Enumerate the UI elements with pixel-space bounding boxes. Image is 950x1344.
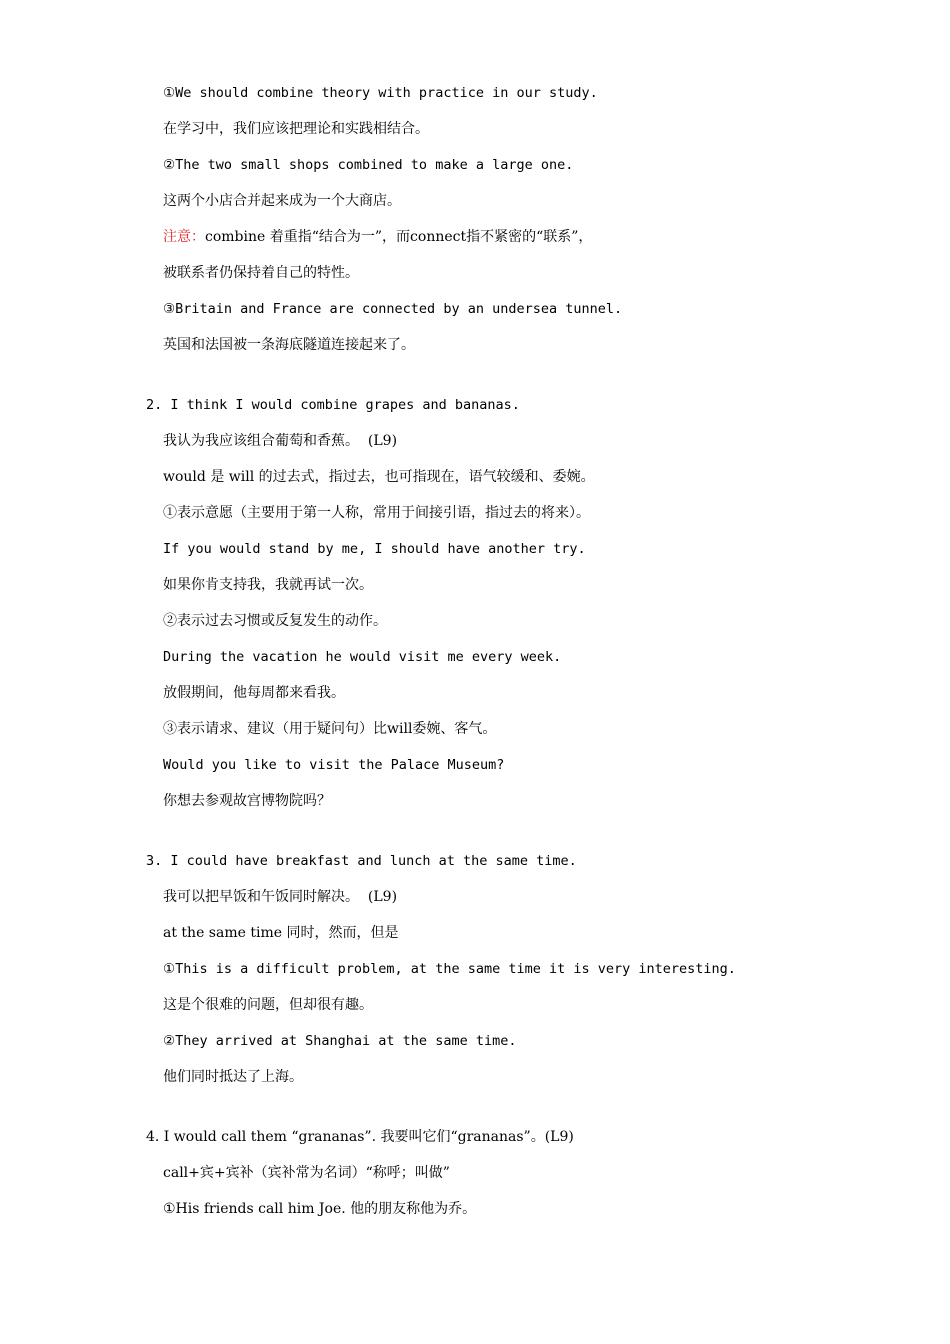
item-heading: 3. I could have breakfast and lunch at the same time. xyxy=(146,853,577,869)
example-sentence: ①His friends call him Joe. 他的朋友称他为乔。 xyxy=(163,1201,477,1217)
translation-line: 如果你肯支持我，我就再试一次。 xyxy=(163,577,373,593)
translation-line: 我认为我应该组合葡萄和香蕉。 (L9) xyxy=(163,433,398,449)
translation-line: 英国和法国被一条海底隧道连接起来了。 xyxy=(163,337,415,353)
item-heading: 4. I would call them “grananas”. 我要叫它们“grananas”。(L9) xyxy=(146,1129,574,1145)
usage-point: ②表示过去习惯或反复发生的动作。 xyxy=(163,613,387,629)
example-sentence: Would you like to visit the Palace Museum? xyxy=(163,757,505,773)
example-sentence: ①This is a difficult problem, at the same time it is very interesting. xyxy=(163,961,736,977)
example-sentence: During the vacation he would visit me every week. xyxy=(163,649,562,665)
example-sentence: ②The two small shops combined to make a large one. xyxy=(163,157,574,173)
explanation-line: would 是 will 的过去式，指过去，也可指现在，语气较缓和、委婉。 xyxy=(163,469,595,485)
translation-line: 这是个很难的问题，但却很有趣。 xyxy=(163,997,373,1013)
example-sentence: ②They arrived at Shanghai at the same time. xyxy=(163,1033,517,1049)
note-continuation: 被联系者仍保持着自己的特性。 xyxy=(163,265,359,281)
usage-point: ③表示请求、建议（用于疑问句）比will委婉、客气。 xyxy=(163,721,497,737)
translation-line: 你想去参观故宫博物院吗？ xyxy=(163,793,331,809)
note-label: 注意： xyxy=(163,229,205,245)
translation-line: 他们同时抵达了上海。 xyxy=(163,1069,303,1085)
note-text: combine 着重指“结合为一”，而connect指不紧密的“联系”， xyxy=(205,229,593,245)
note-line xyxy=(163,227,592,247)
translation-line: 我可以把早饭和午饭同时解决。 (L9) xyxy=(163,889,398,905)
example-sentence: ③Britain and France are connected by an undersea tunnel. xyxy=(163,301,623,317)
explanation-line: call+宾+宾补（宾补常为名词）“称呼；叫做” xyxy=(163,1165,450,1181)
translation-line: 放假期间，他每周都来看我。 xyxy=(163,685,345,701)
usage-point: ①表示意愿（主要用于第一人称，常用于间接引语，指过去的将来）。 xyxy=(163,505,590,521)
explanation-line: at the same time 同时，然而，但是 xyxy=(163,925,399,941)
item-heading: 2. I think I would combine grapes and bananas. xyxy=(146,397,520,413)
translation-line: 这两个小店合并起来成为一个大商店。 xyxy=(163,193,401,209)
translation-line: 在学习中，我们应该把理论和实践相结合。 xyxy=(163,121,429,137)
example-sentence: ①We should combine theory with practice in our study. xyxy=(163,85,598,101)
example-sentence: If you would stand by me, I should have another try. xyxy=(163,541,586,557)
